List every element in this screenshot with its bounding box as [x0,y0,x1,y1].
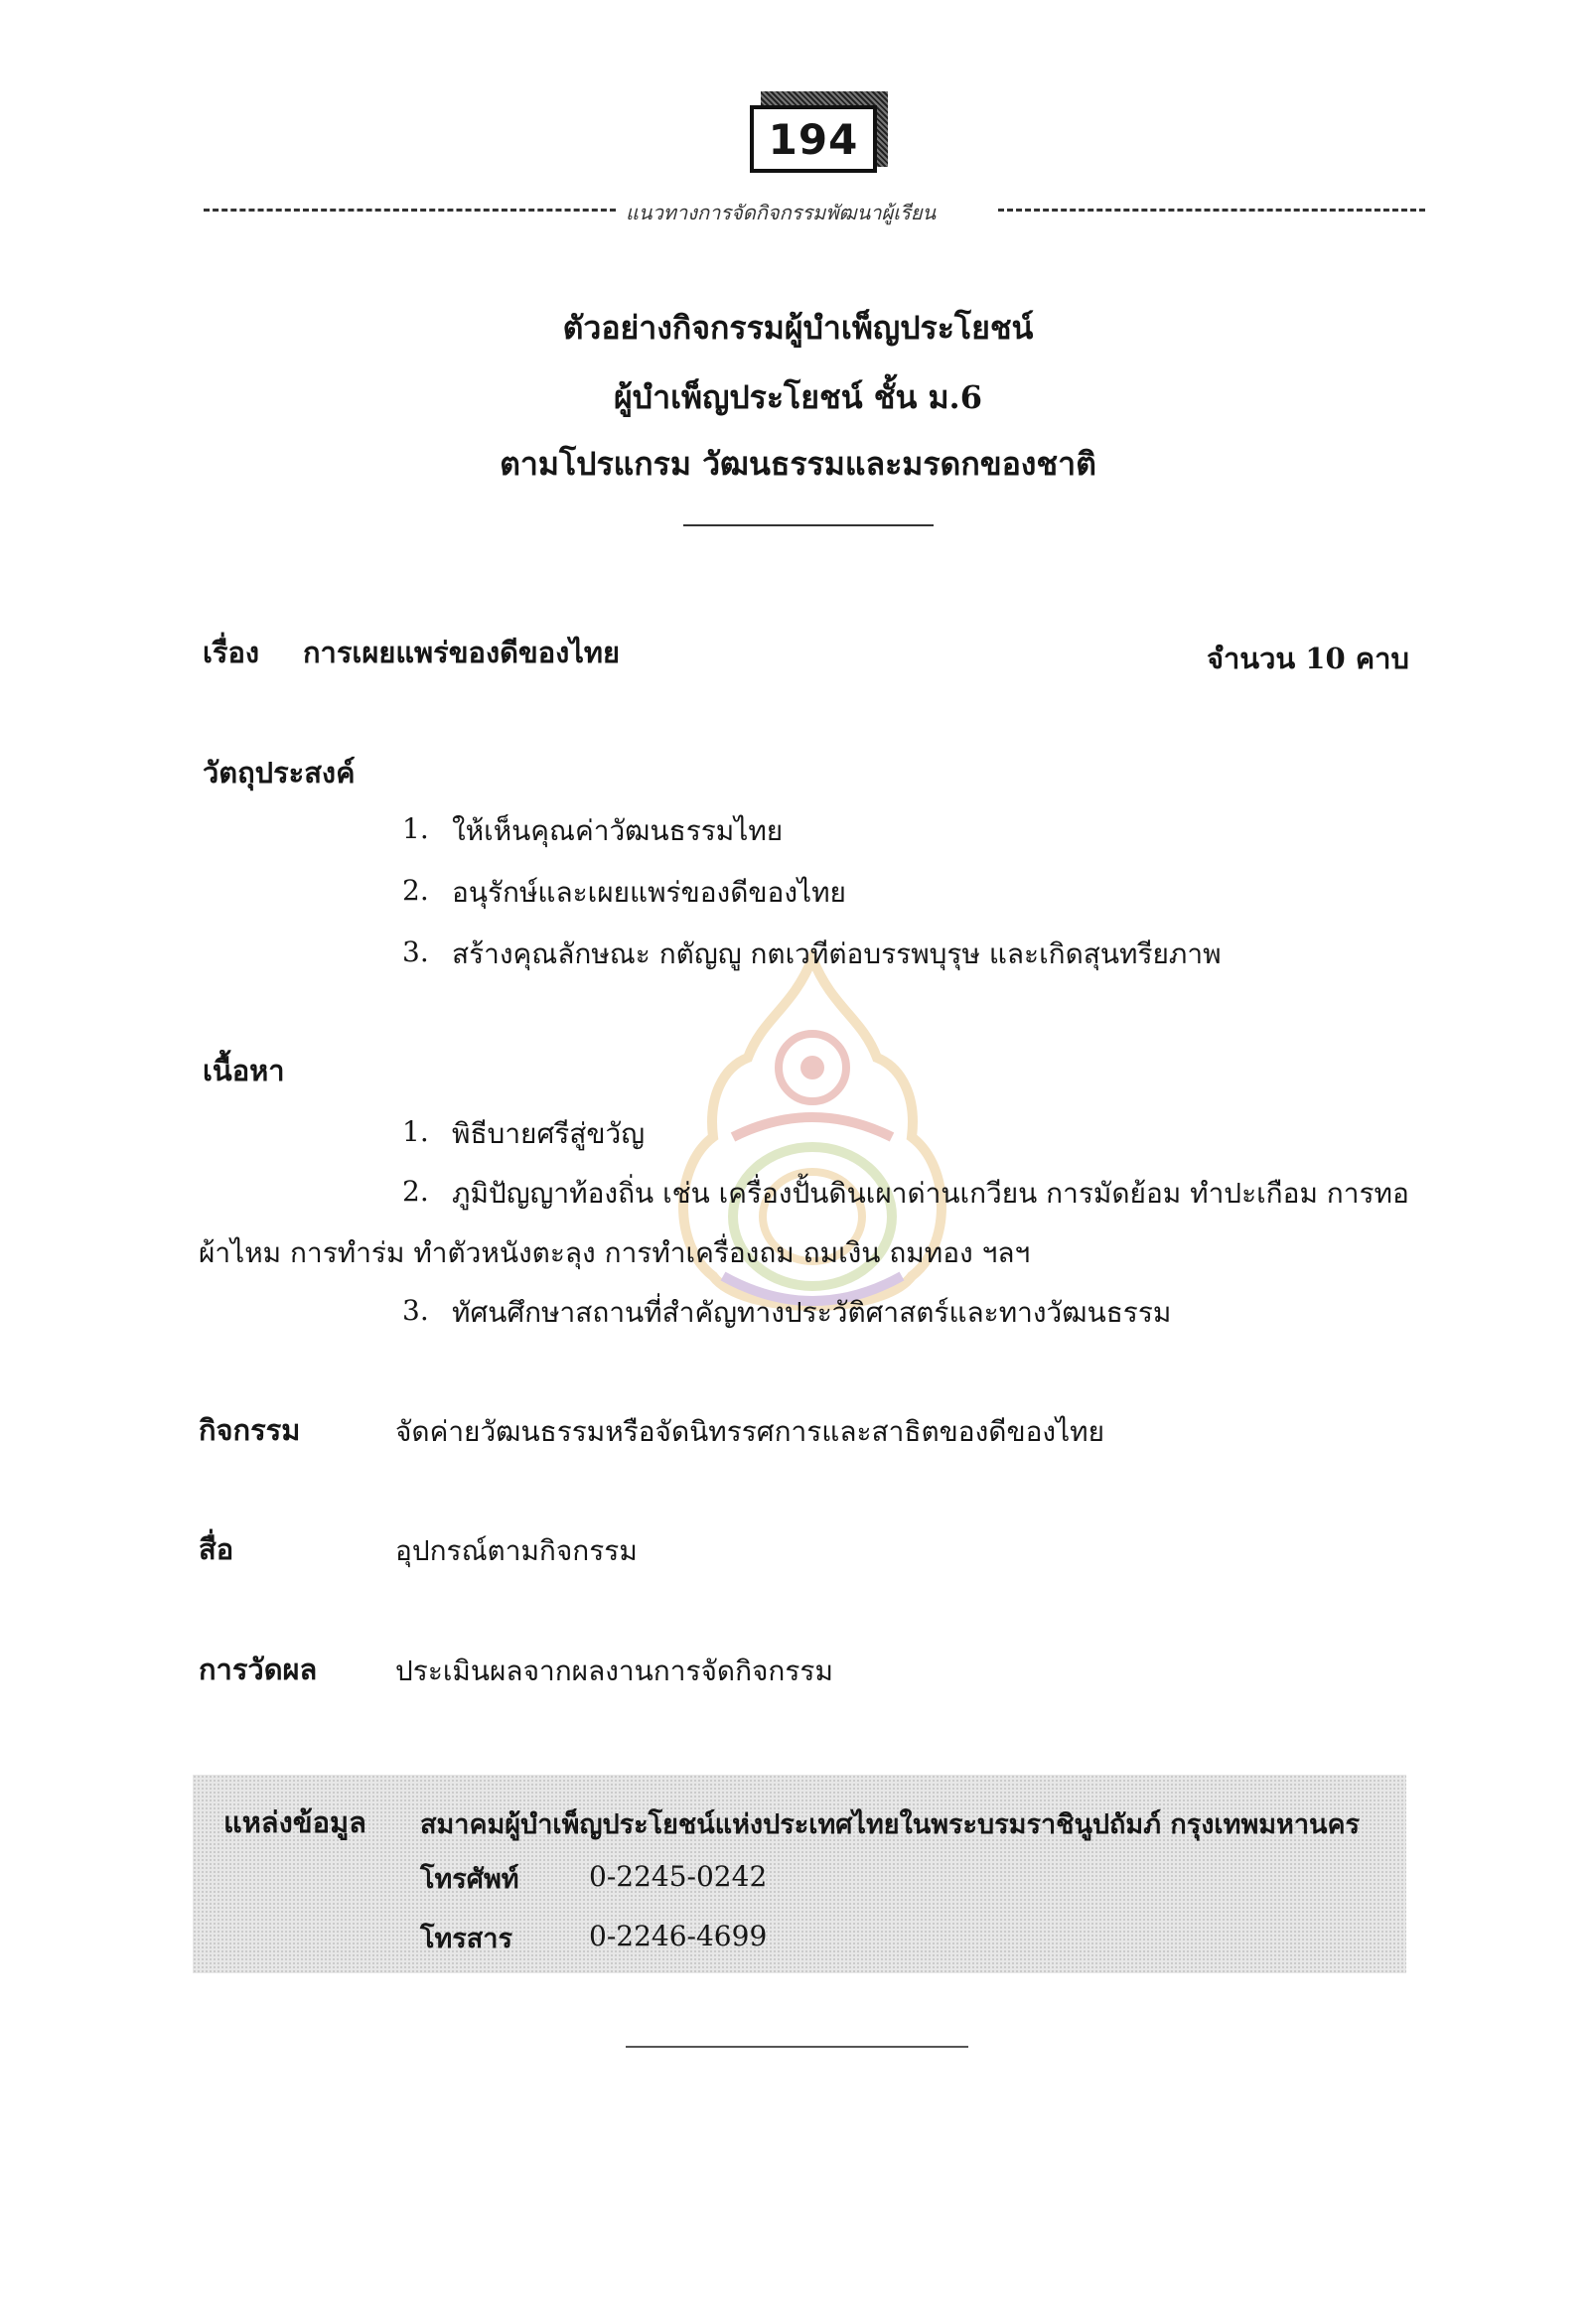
source-label: แหล่งข้อมูล [223,1805,366,1839]
content-item: ทัศนศึกษาสถานที่สำคัญทางประวัติศาสตร์และทางวัฒนธรรม [452,1296,1172,1329]
topic-label: เรื่อง [203,636,260,669]
topic-value: การเผยแพร่ของดีของไทย [303,636,621,669]
source-org: สมาคมผู้บำเพ็ญประโยชน์แห่งประเทศไทยในพระบรมราชินูปถัมภ์ กรุงเทพมหานคร [420,1809,1361,1840]
evaluation-value: ประเมินผลจากผลงานการจัดกิจกรรม [395,1655,833,1687]
title-line-3: ตามโปรแกรม วัฒนธรรมและมรดกของชาติ [500,445,1096,483]
objective-num: 3. [402,936,429,968]
content-num: 2. [402,1175,429,1208]
objective-item: สร้างคุณลักษณะ กตัญญู กตเวทีต่อบรรพบุรุษ และเกิดสุนทรียภาพ [452,937,1222,970]
running-title: แนวทางการจัดกิจกรรมพัฒนาผู้เรียน [626,201,937,224]
objectives-label: วัตถุประสงค์ [203,756,356,790]
content-num: 1. [402,1115,429,1148]
activity-label: กิจกรรม [199,1413,301,1447]
duration: จำนวน 10 คาบ [1207,642,1409,675]
emblem-watermark [663,948,961,1346]
media-value: อุปกรณ์ตามกิจกรรม [395,1534,638,1567]
fax-label: โทรสาร [420,1924,512,1954]
objective-num: 1. [402,812,429,845]
page-number: 194 [750,105,877,173]
activity-value: จัดค่ายวัฒนธรรมหรือจัดนิทรรศการและสาธิตของดีของไทย [395,1415,1105,1448]
objective-num: 2. [402,874,429,907]
fax-number: 0-2246-4699 [589,1920,768,1952]
content-item: พิธีบายศรีสู่ขวัญ [452,1117,646,1150]
title-line-1: ตัวอย่างกิจกรรมผู้บำเพ็ญประโยชน์ [562,309,1034,347]
phone-number: 0-2245-0242 [589,1860,768,1893]
objective-item: อนุรักษ์และเผยแพร่ของดีของไทย [452,876,846,909]
title-underline [683,524,934,526]
evaluation-label: การวัดผล [199,1653,318,1686]
objective-item: ให้เห็นคุณค่าวัฒนธรรมไทย [452,814,784,847]
header-rule-left [204,209,616,212]
header-rule-right [998,209,1425,212]
content-item: ภูมิปัญญาท้องถิ่น เช่น เครื่องปั้นดินเผาด่านเกวียน การมัดย้อม ทำปะเกือม การทอ [452,1177,1409,1210]
content-num: 3. [402,1294,429,1327]
footer-rule [626,2046,968,2048]
content-label: เนื้อหา [203,1054,285,1087]
media-label: สื่อ [199,1532,234,1566]
title-line-2: ผู้บำเพ็ญประโยชน์ ชั้น ม.6 [614,378,982,416]
phone-label: โทรศัพท์ [420,1864,519,1895]
content-item-continuation: ผ้าไหม การทำร่ม ทำตัวหนังตะลุง การทำเครื่องถม ถมเงิน ถมทอง ฯลฯ [199,1236,1031,1269]
